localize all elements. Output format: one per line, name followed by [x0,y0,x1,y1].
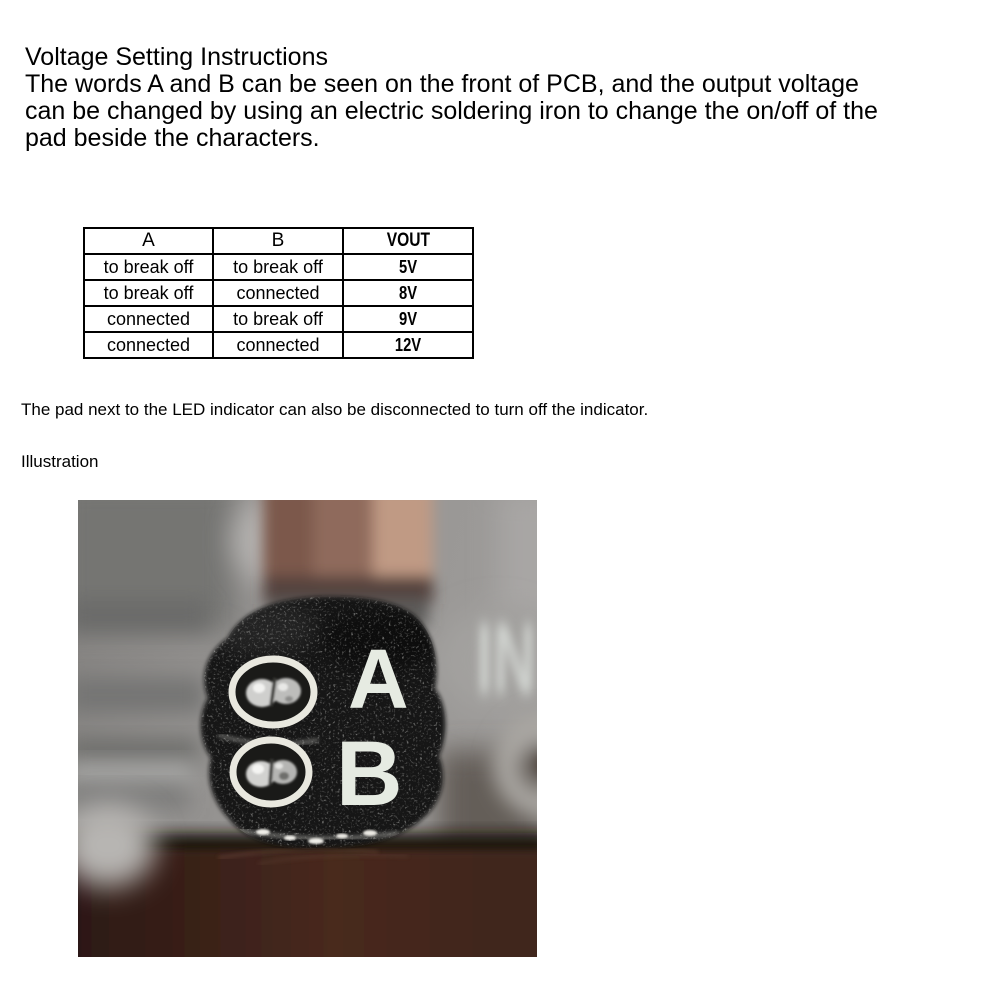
header-cell-a: A [84,228,213,254]
cell-vout: 8V [343,280,473,306]
table-row [84,280,473,306]
page-title: Voltage Setting Instructions [25,43,328,71]
intro-line: pad beside the characters. [25,124,320,152]
table-row [84,254,473,280]
cell-b: to break off [213,306,343,332]
cell-a: to break off [84,280,213,306]
cell-b: connected [213,280,343,306]
background-in-text: IN [476,603,537,715]
cell-a: to break off [84,254,213,280]
illustration-label: Illustration [21,452,99,471]
header-cell-b: B [213,228,343,254]
pad-a-letter: A [348,632,409,726]
cell-a: connected [84,306,213,332]
led-indicator-note: The pad next to the LED indicator can also be disconnected to turn off the indicator. [21,400,649,419]
table-row [84,306,473,332]
solder-pad-a [232,659,314,725]
intro-paragraph [25,71,878,152]
pcb-photo-svg [78,500,537,957]
table-header-row [84,228,473,254]
intro-line: The words A and B can be seen on the front of PCB, and the output voltage [25,70,859,98]
cell-vout: 5V [343,254,473,280]
voltage-setting-table [83,227,474,359]
intro-line: can be changed by using an electric soldering iron to change the on/off of the [25,97,878,125]
cell-vout: 9V [343,306,473,332]
pad-b-letter: B [336,723,403,825]
header-cell-vout: VOUT [343,228,473,254]
cell-vout: 12V [343,332,473,358]
cell-b: connected [213,332,343,358]
cell-b: to break off [213,254,343,280]
pcb-macro-photo [78,500,537,957]
solder-pad-b [233,740,309,804]
table-row [84,332,473,358]
cell-a: connected [84,332,213,358]
